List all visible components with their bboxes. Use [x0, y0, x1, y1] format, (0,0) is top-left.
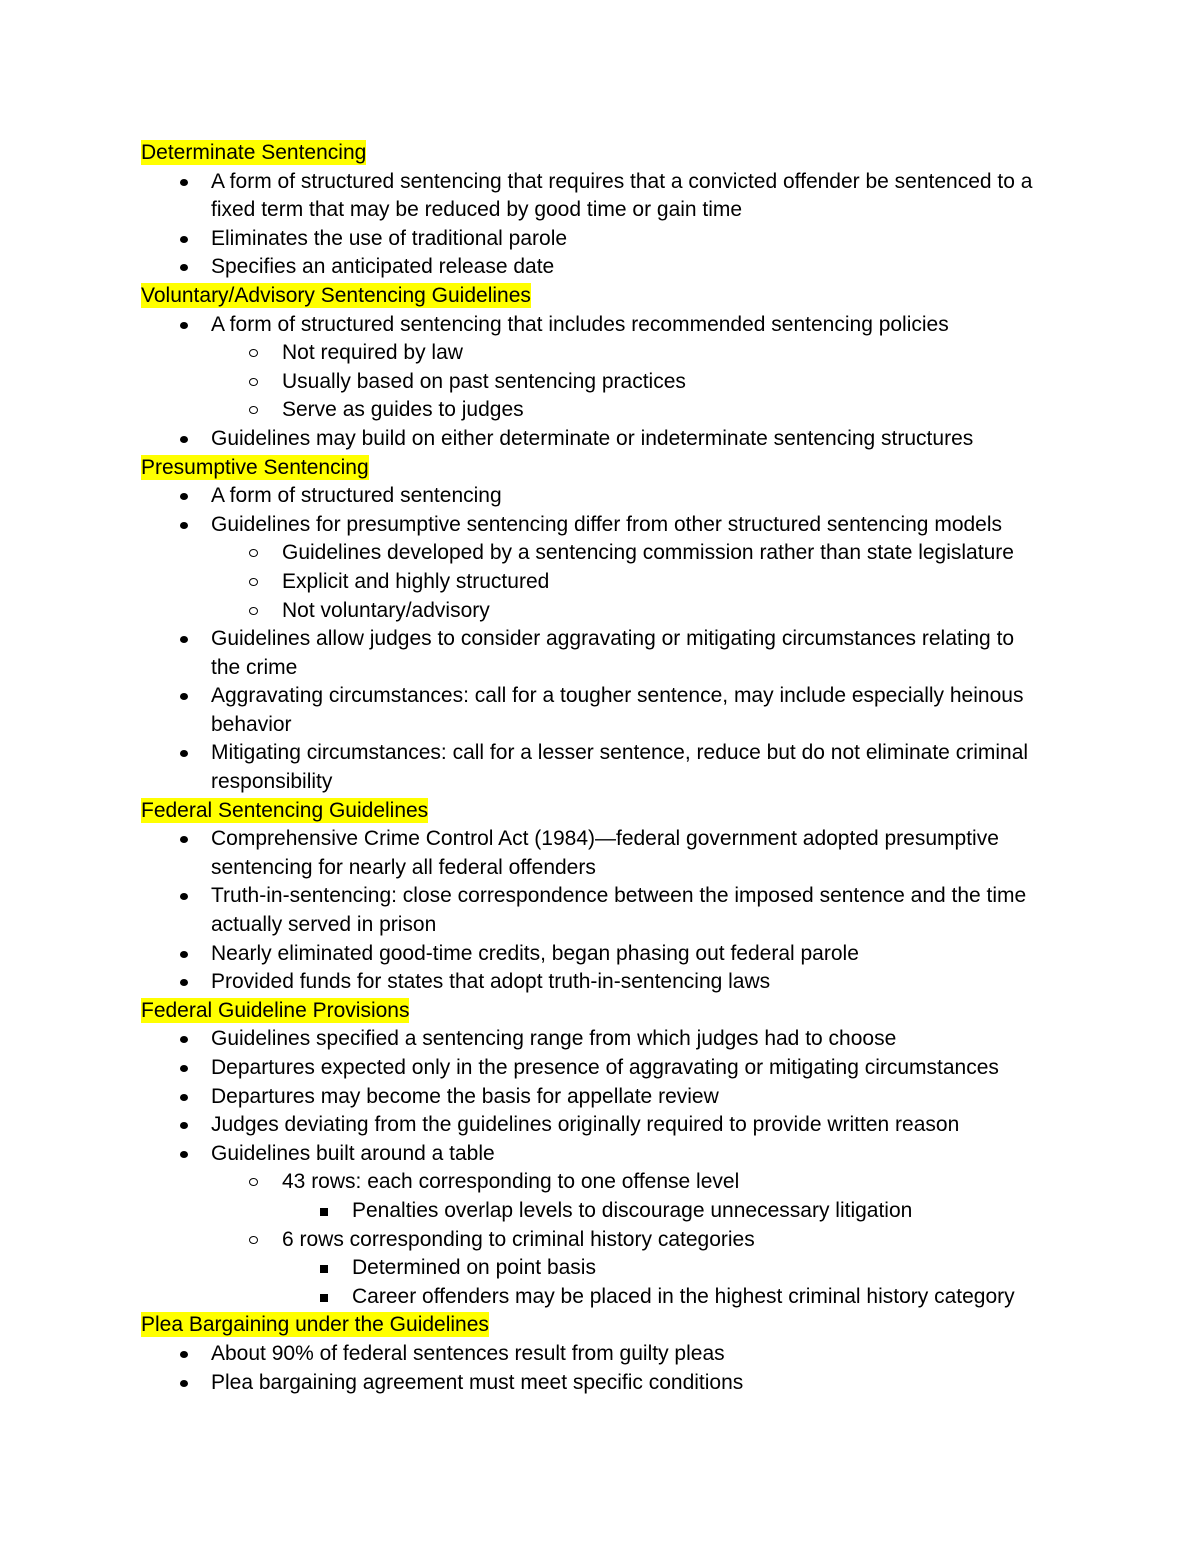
list-item-text: Career offenders may be placed in the highest criminal history category — [352, 1284, 1015, 1308]
bullet-circle-icon — [245, 597, 265, 626]
list-item-text: A form of structured sentencing that includes recommended sentencing policies — [211, 312, 949, 336]
bullet-disc-icon — [175, 940, 195, 969]
bullet-disc-icon — [175, 253, 195, 282]
list-item-text: Determined on point basis — [352, 1256, 596, 1280]
list-item — [141, 940, 1071, 969]
list-item-text: Specifies an anticipated release date — [211, 255, 555, 279]
list-item-text: Departures expected only in the presence of aggravating or mitigating circumstances — [211, 1056, 999, 1079]
bullet-disc-icon — [175, 1025, 195, 1054]
list-item — [141, 1226, 1071, 1255]
list-item-text: Truth-in-sentencing: close correspondence between the imposed sentence and the time — [211, 884, 1027, 908]
list-item — [141, 425, 1071, 454]
bullet-disc-icon — [175, 1340, 195, 1369]
bullet-circle-icon — [245, 368, 265, 397]
bullet-disc-icon — [175, 1054, 195, 1083]
section-heading — [141, 997, 1071, 1026]
list-item-text: Penalties overlap levels to discourage unnecessary litigation — [352, 1198, 913, 1222]
section-heading — [141, 282, 1071, 311]
list-item — [141, 1254, 1071, 1283]
list-item-text: Comprehensive Crime Control Act (1984)—federal government adopted presumptive — [211, 827, 999, 851]
list-item — [141, 1083, 1071, 1112]
list-item-text: responsibility — [211, 770, 333, 794]
list-item-continuation — [141, 911, 1071, 940]
bullet-disc-icon — [175, 168, 195, 197]
list-item-text: 43 rows: each corresponding to one offense level — [282, 1170, 740, 1194]
section-heading-text: Federal Sentencing Guidelines — [141, 798, 429, 822]
bullet-disc-icon — [175, 511, 195, 540]
list-item-text: Eliminates the use of traditional parole — [211, 226, 568, 250]
list-item-text: Guidelines allow judges to consider aggravating or mitigating circumstances relating to — [211, 627, 1015, 651]
list-item-text: the crime — [211, 655, 298, 679]
list-item-text: fixed term that may be reduced by good time or gain time — [211, 198, 743, 222]
list-item-text: A form of structured sentencing that requires that a convicted offender be sentenced to a — [211, 169, 1033, 193]
list-item — [141, 311, 1071, 340]
section-heading-text: Federal Guideline Provisions — [141, 998, 410, 1022]
bullet-disc-icon — [175, 882, 195, 911]
bullet-square-icon — [315, 1254, 335, 1283]
list-item-continuation — [141, 768, 1071, 797]
list-item — [141, 511, 1071, 540]
list-item — [141, 1025, 1071, 1054]
list-item-text: Guidelines for presumptive sentencing differ from other structured sentencing models — [211, 512, 1003, 536]
list-item — [141, 1111, 1071, 1140]
list-item-text: Usually based on past sentencing practices — [282, 369, 686, 393]
list-item-text: Guidelines specified a sentencing range from which judges had to choose — [211, 1027, 897, 1051]
list-item-text: Judges deviating from the guidelines originally required to provide written reason — [211, 1113, 960, 1137]
section-heading — [141, 1311, 1071, 1340]
bullet-circle-icon — [245, 339, 265, 368]
bullet-disc-icon — [175, 225, 195, 254]
list-item-text: A form of structured sentencing — [211, 484, 502, 508]
bullet-disc-icon — [175, 825, 195, 854]
list-item-text: Departures may become the basis for appellate review — [211, 1084, 719, 1108]
list-item — [141, 368, 1071, 397]
bullet-circle-icon — [245, 396, 265, 425]
bullet-disc-icon — [175, 1369, 195, 1398]
bullet-circle-icon — [245, 568, 265, 597]
bullet-circle-icon — [245, 1168, 265, 1197]
list-item — [141, 597, 1071, 626]
list-item-text: Explicit and highly structured — [282, 569, 550, 593]
notes-document — [141, 139, 1071, 1397]
section-heading-text: Presumptive Sentencing — [141, 455, 369, 479]
list-item-text: Guidelines may build on either determinate or indeterminate sentencing structures — [211, 426, 974, 450]
list-item — [141, 1369, 1071, 1398]
list-item-continuation — [141, 654, 1071, 683]
bullet-disc-icon — [175, 482, 195, 511]
list-item — [141, 1283, 1071, 1312]
bullet-disc-icon — [175, 739, 195, 768]
list-item-text: Plea bargaining agreement must meet specific conditions — [211, 1370, 744, 1394]
list-item-text: actually served in prison — [211, 913, 437, 937]
list-item — [141, 1197, 1071, 1226]
bullet-disc-icon — [175, 682, 195, 711]
list-item — [141, 339, 1071, 368]
bullet-square-icon — [315, 1283, 335, 1312]
list-item-text: Not voluntary/advisory — [282, 598, 490, 622]
bullet-square-icon — [315, 1197, 335, 1226]
list-item-text: Mitigating circumstances: call for a lesser sentence, reduce but do not eliminate criminal — [211, 741, 1029, 765]
list-item — [141, 825, 1071, 854]
list-item — [141, 882, 1071, 911]
list-item-text: Guidelines built around a table — [211, 1141, 495, 1165]
bullet-circle-icon — [245, 1226, 265, 1255]
list-item-text: Guidelines developed by a sentencing commission rather than state legislature — [282, 541, 1014, 565]
list-item-text: Not required by law — [282, 341, 463, 365]
section-heading — [141, 139, 1071, 168]
list-item — [141, 1168, 1071, 1197]
list-item-text: Serve as guides to judges — [282, 398, 524, 422]
bullet-disc-icon — [175, 1083, 195, 1112]
section-heading-text: Voluntary/Advisory Sentencing Guidelines — [141, 283, 531, 307]
section-heading — [141, 797, 1071, 826]
list-item — [141, 168, 1071, 197]
bullet-disc-icon — [175, 968, 195, 997]
list-item-continuation — [141, 196, 1071, 225]
list-item — [141, 482, 1071, 511]
list-item-text: Nearly eliminated good-time credits, began phasing out federal parole — [211, 941, 859, 965]
bullet-disc-icon — [175, 1111, 195, 1140]
list-item-continuation — [141, 854, 1071, 883]
list-item-text: 6 rows corresponding to criminal history categories — [282, 1227, 755, 1251]
section-heading-text: Plea Bargaining under the Guidelines — [141, 1313, 489, 1337]
list-item-text: Provided funds for states that adopt truth-in-sentencing laws — [211, 970, 771, 994]
list-item-text: sentencing for nearly all federal offenders — [211, 855, 596, 879]
list-item — [141, 682, 1071, 711]
list-item — [141, 739, 1071, 768]
list-item — [141, 1340, 1071, 1369]
list-item-text: behavior — [211, 712, 292, 736]
bullet-disc-icon — [175, 625, 195, 654]
list-item — [141, 968, 1071, 997]
list-item — [141, 1140, 1071, 1169]
bullet-disc-icon — [175, 311, 195, 340]
list-item — [141, 568, 1071, 597]
list-item-text: About 90% of federal sentences result from guilty pleas — [211, 1341, 725, 1365]
bullet-disc-icon — [175, 425, 195, 454]
list-item — [141, 539, 1071, 568]
list-item — [141, 625, 1071, 654]
list-item — [141, 396, 1071, 425]
section-heading-text: Determinate Sentencing — [141, 141, 367, 164]
list-item — [141, 1054, 1071, 1083]
list-item-text: Aggravating circumstances: call for a tougher sentence, may include especially heinous — [211, 684, 1024, 708]
list-item-continuation — [141, 711, 1071, 740]
bullet-disc-icon — [175, 1140, 195, 1169]
list-item — [141, 253, 1071, 282]
list-item — [141, 225, 1071, 254]
bullet-circle-icon — [245, 539, 265, 568]
section-heading — [141, 454, 1071, 483]
